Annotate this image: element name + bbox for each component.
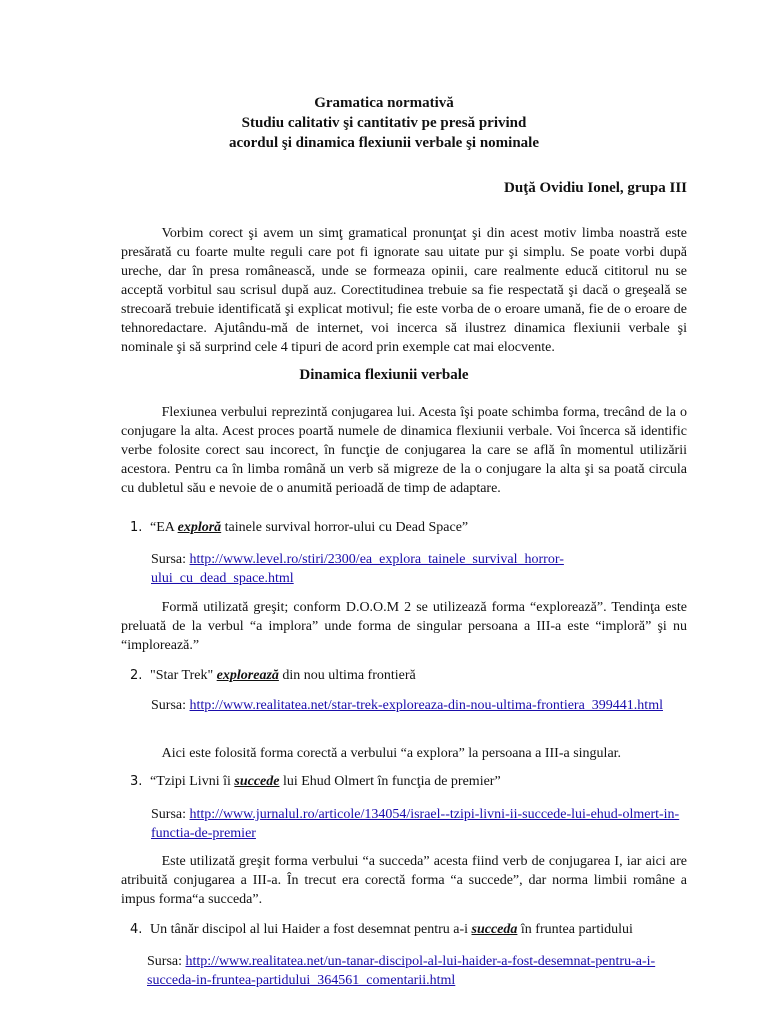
doc-subtitle-2: acordul şi dinamica flexiunii verbale şi nominale bbox=[228, 135, 539, 151]
list-item-2: 2. "Star Trek" explorează din nou ultima frontieră bbox=[130, 668, 416, 683]
title-block bbox=[0, 93, 768, 153]
source-label: Sursa: bbox=[147, 954, 186, 969]
list-item-1: 1. “EA exploră tainele survival horror-ului cu Dead Space” bbox=[130, 520, 469, 535]
source-line-3 bbox=[151, 805, 691, 843]
source-link-4[interactable]: http://www.realitatea.net/un-tanar-discipol-al-lui-haider-a-fost-desemnat-pentru-a-i-succeda-in-fruntea-partidului_364561_comentarii.html bbox=[147, 954, 656, 988]
source-label: Sursa: bbox=[151, 807, 190, 822]
source-line-1 bbox=[151, 550, 691, 588]
source-link-3[interactable]: http://www.jurnalul.ro/articole/134054/israel--tzipi-livni-ii-succede-lui-ehud-olmert-in-functia-de-premier bbox=[151, 807, 680, 841]
comment-paragraph-1: Formă utilizată greşit; conform D.O.O.M 2 se utilizează forma “explorează”. Tendinţa este preluată de la verbul “a implora” unde forma de singular persoana a III-a este “imploră” şi nu “implorează.” bbox=[121, 600, 687, 653]
doc-title: Gramatica normativă bbox=[314, 95, 454, 111]
author-line: Duţă Ovidiu Ionel, grupa III bbox=[504, 180, 687, 196]
section-title: Dinamica flexiunii verbale bbox=[299, 367, 469, 383]
keyword: exploră bbox=[177, 520, 222, 535]
list-number: 4. bbox=[130, 922, 143, 937]
keyword: explorează bbox=[216, 668, 279, 683]
source-line-2 bbox=[151, 696, 691, 715]
source-line-4 bbox=[147, 952, 687, 990]
source-link-2[interactable]: http://www.realitatea.net/star-trek-exploreaza-din-nou-ultima-frontiera_399441.html bbox=[189, 698, 663, 713]
comment-paragraph-3: Este utilizată greşit forma verbului “a succeda” acesta fiind verb de conjugarea I, iar aici are atribuită conjugarea a III-a. În trecut era corectă forma “a succede”, dar norma limbii române a impus forma“a succeda”. bbox=[121, 854, 687, 907]
doc-subtitle-1: Studiu calitativ şi cantitativ pe presă privind bbox=[241, 115, 527, 131]
list-number: 2. bbox=[130, 668, 143, 683]
intro-paragraph: Vorbim corect şi avem un simţ gramatical pronunţat şi din acest motiv limba noastră este presărată cu foarte multe reguli care pot fi ignorate sau uitate pur şi simplu. Se poate vorbi după ureche, dar în presa românească, unde se formeaza opinii, care realmente educă cititorul nu se acceptă vorbitul sau scrisul după auz. Corectitudinea trebuie sa fie respectată şi dacă o greşeală se strecoară trebuie identificată şi explicat motivul; fie este vorba de o eroare umană, fie de o eroare de tehnoredactare. Ajutându-mă de internet, voi incerca să ilustrez dinamica flexiunii verbale şi nominale şi să surprind cele 4 tipuri de acord prin exemple cat mai elocvente. bbox=[121, 226, 687, 355]
list-number: 1. bbox=[130, 520, 143, 535]
list-item-3: 3. “Tzipi Livni îi succede lui Ehud Olmert în funcţia de premier” bbox=[130, 774, 501, 789]
source-label: Sursa: bbox=[151, 698, 190, 713]
list-item-4: 4. Un tânăr discipol al lui Haider a fost desemnat pentru a-i succeda în fruntea partidului bbox=[130, 922, 633, 937]
keyword: succede bbox=[234, 774, 280, 789]
section-intro-paragraph: Flexiunea verbului reprezintă conjugarea lui. Acesta îşi poate schimba forma, trecând de la o conjugare la alta. Acest proces poartă numele de dinamica flexiunii verbale. Voi încerca să identific verbe folosite corect sau incorect, în funcţie de conjugarea la care se află în momentul utilizării acestora. Pentru ca în limba română un verb să migreze de la o conjugare la alta şi sa poată circula cu dubletul său e nevoie de o anumită perioadă de timp de adaptare. bbox=[121, 405, 687, 496]
source-label: Sursa: bbox=[151, 552, 190, 567]
source-link-1[interactable]: http://www.level.ro/stiri/2300/ea_explora_tainele_survival_horror-ului_cu_dead_space.html bbox=[151, 552, 564, 586]
list-number: 3. bbox=[130, 774, 143, 789]
comment-paragraph-2: Aici este folosită forma corectă a verbului “a explora” la persoana a III-a singular. bbox=[161, 746, 622, 761]
keyword: succeda bbox=[471, 922, 518, 937]
